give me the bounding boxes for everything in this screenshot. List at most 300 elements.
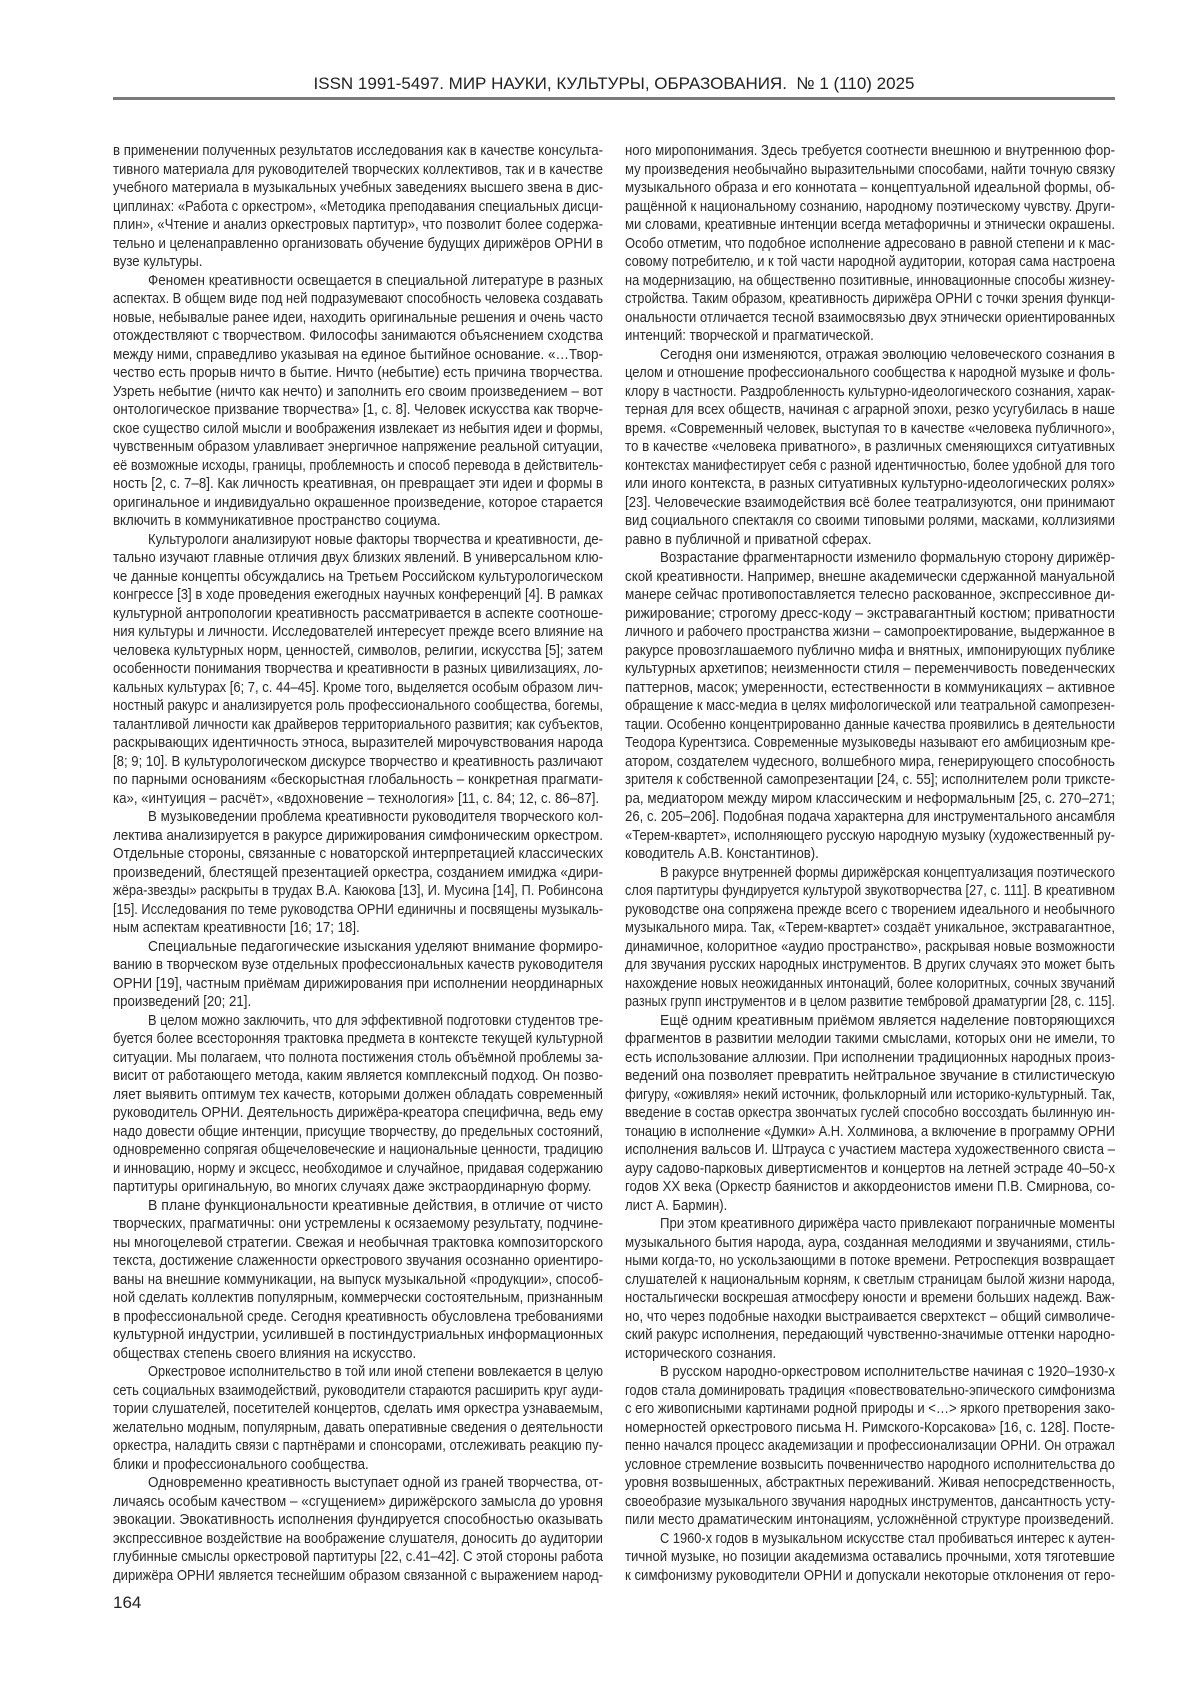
- text-line: [113, 272, 603, 291]
- text-line-content: особенности понимания творчества и креативности в разных цивилизациях, ло-: [113, 660, 603, 677]
- text-line: [625, 568, 1115, 587]
- text-line: [113, 346, 603, 365]
- text-line-content: оркестра, наладить связи с партнёрами и спонсорами, отслеживать реакцию пу-: [113, 1437, 603, 1454]
- text-line: [113, 327, 603, 346]
- text-line: [113, 827, 603, 846]
- text-line: [625, 919, 1115, 938]
- text-line-content: чество есть прорыв ничто в бытие. Ничто (небытие) есть причина творчества.: [113, 364, 603, 381]
- text-line-content: исторического сознания.: [625, 1344, 777, 1362]
- text-line-content: динамичное, колоритное «аудио пространство», раскрывая новые возможности: [625, 937, 1115, 955]
- text-line: [113, 864, 603, 883]
- text-line: [625, 993, 1115, 1012]
- text-line-content: ращённой к национальному сознанию, народному поэтическому чувству. Други-: [625, 197, 1115, 215]
- text-line-content: произведений [20; 21].: [113, 993, 252, 1010]
- text-line-content: вузе культуры.: [113, 253, 203, 270]
- page-number: 164: [113, 1593, 142, 1612]
- text-line-content: ОРНИ [19], частным приёмам дирижирования при исполнении неординарных: [113, 974, 603, 992]
- text-line: [113, 290, 603, 309]
- text-line-content: новые, небывалые ранее идеи, находить оригинальные решения и очень часто: [113, 308, 603, 326]
- text-line: [113, 568, 603, 587]
- text-line-content: эвокации. Эвокативность исполнения фундируется способностью оказывать: [113, 1511, 603, 1528]
- text-line-content: ной сделать коллектив популярным, коммерчески состоятельным, признанным: [113, 1289, 603, 1306]
- text-line: [113, 1289, 603, 1308]
- text-line-content: желательно модным, популярным, давать оперативные сведения о деятельности: [113, 1418, 603, 1436]
- text-line-content: культурной индустрии, усилившей в постиндустриальных информационных: [113, 1326, 603, 1343]
- text-line-content: тально изучают главные отличия двух близких явлений. В универсальном клю-: [113, 549, 603, 566]
- text-line: [113, 993, 603, 1012]
- text-line-content: Оркестровое исполнительство в той или иной степени вовлекается в целую: [148, 1363, 603, 1380]
- text-line: [113, 1530, 603, 1549]
- text-line-content: жёра-звезды» раскрыты в трудах В.А. Каюкова [13], И. Мусина [14], П. Робинсона: [113, 882, 603, 899]
- text-line: [113, 938, 603, 957]
- paragraph: [625, 1363, 1115, 1530]
- text-line: [113, 1197, 603, 1216]
- text-line: [625, 938, 1115, 957]
- text-line: [625, 512, 1115, 531]
- text-line-content: ководитель А.В. Константинов).: [625, 845, 819, 862]
- text-line-content: надо довести общие интенции, присущие творчеству, до предельных состояний,: [113, 1122, 603, 1140]
- text-line: [113, 179, 603, 198]
- text-line-content: произведений, блестящей презентацией оркестра, созданием имиджа «дири-: [113, 863, 603, 881]
- text-line-content: ность [2, с. 7–8]. Как личность креативная, он превращает эти идеи и формы в: [113, 475, 603, 492]
- text-line-content: ляет выявить оптимум тех качеств, которыми должен обладать современный: [113, 1085, 603, 1103]
- text-line-content: равно в публичной и приватной сферах.: [625, 530, 872, 548]
- text-line-content: циплинах: «Работа с оркестром», «Методика преподавания специальных дисци-: [113, 197, 603, 215]
- text-line: [625, 1345, 1115, 1364]
- text-line: [113, 605, 603, 624]
- text-line: [625, 1234, 1115, 1253]
- text-line: [625, 531, 1115, 550]
- paragraph: [113, 938, 603, 1012]
- text-line-content: учебного материала в музыкальных учебных заведениях высшего звена в дис-: [113, 179, 603, 196]
- paragraph: [625, 864, 1115, 1012]
- paragraph: [625, 549, 1115, 864]
- text-line-content: с его живописными картинами родной природы и <…> яркого претворения зако-: [625, 1400, 1115, 1417]
- text-line: [113, 771, 603, 790]
- text-line-content: Узреть небытие (ничто как нечто) и заполнить его своим произведением – вот: [113, 382, 603, 400]
- text-line: [625, 235, 1115, 254]
- text-line-content: блики и профессионального сообщества.: [113, 1455, 369, 1473]
- text-line: [625, 1548, 1115, 1567]
- text-line-content: зрителя к собственной самопрезентации [24, с. 55]; исполнителем роли трикcте-: [625, 771, 1115, 788]
- text-line-content: партитуры оригинальную, во многих случаях даже экстраординарную форму.: [113, 1178, 592, 1195]
- text-line-content: уровня возвышенных, абстрактных переживаний. Живая непосредственность,: [625, 1474, 1115, 1491]
- text-line: [625, 549, 1115, 568]
- text-line-content: номерностей оркестрового письма Н. Римского-Корсакова» [16, с. 128]. Посте-: [625, 1418, 1115, 1436]
- text-line-content: глубинные смыслы оркестровой партитуры [22, с.41–42]. С этой стороны работа: [113, 1548, 603, 1565]
- paragraph: [113, 1197, 603, 1364]
- text-line: [625, 290, 1115, 309]
- text-line-content: ведений она позволяет превратить нейтральное звучание в стилистическую: [625, 1067, 1115, 1084]
- text-line: [625, 586, 1115, 605]
- text-line-content: ностный ракурс и анализируется роль профессионального сообщества, богемы,: [113, 697, 603, 714]
- text-line-content: В плане функциональности креативные действия, в отличие от чисто: [148, 1196, 603, 1214]
- text-line-content: фрагментов в развитии мелодии такими смыслами, которых они не имели, то: [625, 1030, 1115, 1047]
- text-line: [113, 235, 603, 254]
- text-line: [113, 734, 603, 753]
- text-line-content: [23]. Человеческие взаимодействия всё более театрализуются, они принимают: [625, 493, 1115, 511]
- text-line: [113, 420, 603, 439]
- text-line-content: сеть социальных взаимодействий, руководители стараются расширить круг ауди-: [113, 1381, 603, 1399]
- text-line-content: В русском народно-оркестровом исполнительстве начиная с 1920–1930-х: [660, 1363, 1115, 1380]
- text-line: [113, 1437, 603, 1456]
- text-line-content: лектива анализируется в ракурсе дирижирования симфоническим оркестром.: [113, 826, 603, 844]
- text-line-content: ситуации. Мы полагаем, что полнота постижения столь объёмной проблемы за-: [113, 1048, 603, 1066]
- text-line: [113, 475, 603, 494]
- text-line: [625, 642, 1115, 661]
- text-line: [625, 1567, 1115, 1586]
- text-line-content: и инновацию, норму и эксцесс, необходимое и случайное, придавая содержанию: [113, 1159, 603, 1177]
- text-line-content: Возрастание фрагментарности изменило формальную сторону дирижёр-: [660, 549, 1115, 566]
- text-line-content: [15]. Исследования по теме руководства ОРНИ единичны и посвящены музыкаль-: [113, 900, 603, 918]
- text-line: [625, 1197, 1115, 1216]
- text-line: [113, 198, 603, 217]
- text-line: [625, 1493, 1115, 1512]
- text-line-content: тичной музыке, но позиции академизма оставались прочными, хотя тяготевшие: [625, 1548, 1115, 1565]
- text-line: [625, 827, 1115, 846]
- text-line: [625, 864, 1115, 883]
- text-line: [113, 660, 603, 679]
- text-line: [625, 901, 1115, 920]
- text-line: [625, 475, 1115, 494]
- text-line-content: исполнения вальсов И. Штрауса с участием мастера художественного свиста –: [625, 1141, 1115, 1158]
- text-line: [113, 623, 603, 642]
- text-line-content: манере сейчас противопоставляется телесно раскованное, экспрессивное ди-: [625, 586, 1115, 603]
- text-line-content: обществах степень своего влияния на искусство.: [113, 1344, 417, 1362]
- text-line-content: человека культурных норм, ценностей, символов, религии, искусства [5]; затем: [113, 641, 603, 659]
- text-line-content: буется более всесторонняя трактовка предмета в контексте текущей культурной: [113, 1030, 603, 1047]
- text-line: [113, 383, 603, 402]
- text-line: [113, 1363, 603, 1382]
- text-line: [113, 1308, 603, 1327]
- text-line-content: ка», «интуиция – расчёт», «вдохновение – технология» [11, с. 84; 12, с. 86–87].: [113, 789, 600, 807]
- text-line-content: ракурсе провозглашаемого публично мифа и внятных, импонирующих публике: [625, 641, 1115, 659]
- text-line-content: раскрывающих идентичность этноса, выразителей мирочувствования народа: [113, 734, 603, 751]
- text-line: [113, 253, 603, 272]
- text-line: [113, 457, 603, 476]
- text-line-content: то в качестве «человека приватного», в различных сменяющихся ситуативных: [625, 438, 1115, 455]
- text-line-content: культурной антропологии креативность рассматривается в аспекте соотноше-: [113, 604, 603, 622]
- text-line: [113, 1400, 603, 1419]
- text-line: [113, 901, 603, 920]
- text-line-content: личного и рабочего пространства жизни – самопроектирование, выдержанное в: [625, 623, 1115, 640]
- text-line: [625, 327, 1115, 346]
- text-line-content: культурных архетипов; неизменности стиля – переменчивость поведенческих: [625, 660, 1115, 677]
- text-line: [113, 1345, 603, 1364]
- text-line: [625, 1252, 1115, 1271]
- text-line-content: тонацию в исполнение «Думки» А.Н. Холминова, а включение в программу ОРНИ: [625, 1122, 1115, 1140]
- text-line: [625, 660, 1115, 679]
- text-line: [113, 1104, 603, 1123]
- paragraph: [625, 346, 1115, 550]
- text-line: [113, 531, 603, 550]
- text-line: [113, 1548, 603, 1567]
- text-line: [625, 1215, 1115, 1234]
- text-line: [113, 1382, 603, 1401]
- text-line-content: ское существо силой мысли и воображения извлекает из небытия идеи и формы,: [113, 419, 603, 437]
- text-line: [625, 1086, 1115, 1105]
- text-line-content: терная для всех обществ, начиная с аграрной эпохи, резко усугубилась в наше: [625, 401, 1115, 418]
- text-line: [113, 401, 603, 420]
- text-line-content: или иного контекста, в разных ситуативных культурно-идеологических ролях»: [625, 475, 1115, 492]
- text-line: [625, 216, 1115, 235]
- text-line: [113, 716, 603, 735]
- text-line-content: При этом креативного дирижёра часто привлекают пограничные моменты: [660, 1215, 1115, 1232]
- text-line-content: 26, с. 205–206]. Подобная подача характерна для инструментального ансамбля: [625, 808, 1115, 825]
- text-line: [625, 142, 1115, 161]
- text-line-content: онтологическое призвание творчества» [1, с. 8]. Человек искусства как творче-: [113, 401, 603, 418]
- text-line-content: обращение к масс-медиа в целях мифологической или театральной самопрезен-: [625, 697, 1115, 714]
- text-line-content: Феномен креативности освещается в специальной литературе в разных: [148, 271, 603, 289]
- text-line-content: Ещё одним креативным приёмом является наделение повторяющихся: [660, 1011, 1115, 1029]
- text-line-content: для звучания русских народных инструментов. В других случаях это может быть: [625, 956, 1115, 973]
- text-line: [625, 753, 1115, 772]
- text-line: [625, 1104, 1115, 1123]
- text-line-content: Сегодня они изменяются, отражая эволюцию человеческого сознания в: [660, 345, 1115, 363]
- text-line: [625, 605, 1115, 624]
- text-line: [625, 309, 1115, 328]
- text-line-content: тории слушателей, посетителей концертов, сделать имя оркестра узнаваемым,: [113, 1400, 603, 1417]
- text-line-content: ауру садово-парковых дивертисментов и концертов на летней эстраде 40–50-х: [625, 1159, 1115, 1177]
- text-line-content: слоя партитуры фундируется культурой звукотворчества [27, с. 111]. В креативном: [625, 882, 1115, 899]
- text-line: [625, 1437, 1115, 1456]
- text-line: [113, 1012, 603, 1031]
- text-line: [113, 790, 603, 809]
- text-line-content: ми словами, креативные интенции всегда метафоричны и этнически окрашены.: [625, 216, 1115, 233]
- text-line: [625, 161, 1115, 180]
- text-line: [625, 1456, 1115, 1475]
- text-line-content: текста, достижение слаженности оркестрового звучания осознанно ориентиро-: [113, 1252, 603, 1269]
- text-line-content: висит от работающего метода, каким является комплексный подход. Он позво-: [113, 1067, 603, 1084]
- text-line: [625, 494, 1115, 513]
- text-line: [113, 1474, 603, 1493]
- text-line: [113, 1141, 603, 1160]
- text-line-content: экспрессивное воздействие на воображение слушателя, доносить до аудитории: [113, 1529, 603, 1547]
- text-line: [625, 346, 1115, 365]
- text-line-content: рижирование; строгому дресс-коду – экстравагантный костюм; приватности: [625, 604, 1115, 622]
- paragraph: [625, 142, 1115, 346]
- text-line: [625, 679, 1115, 698]
- text-line-content: В целом можно заключить, что для эффективной подготовки студентов тре-: [148, 1011, 603, 1029]
- text-line-content: ский ракурс исполнения, передающий чувственно-значимые оттенки народно-: [625, 1326, 1115, 1343]
- text-line-content: творческих, прагматичны: они устремлены к осязаемому результату, подчине-: [113, 1215, 603, 1232]
- text-line: [113, 1252, 603, 1271]
- text-line: [113, 679, 603, 698]
- text-line-content: ностальгически воскрешая атмосферу юности и времени больших надежд. Важ-: [625, 1289, 1115, 1306]
- text-line-content: паттернов, масок; умеренности, естественности в коммуникациях – активное: [625, 678, 1115, 696]
- text-line: [625, 179, 1115, 198]
- paragraph: [113, 272, 603, 531]
- text-line-content: Специальные педагогические изыскания уделяют внимание формиро-: [148, 937, 603, 955]
- text-line: [113, 438, 603, 457]
- text-line: [625, 198, 1115, 217]
- text-line: [625, 790, 1115, 809]
- text-line-content: Культурологи анализируют новые факторы творчества и креативности, де-: [148, 530, 603, 548]
- text-line-content: ской креативности. Например, внешне академически сдержанной мануальной: [625, 567, 1115, 585]
- text-line: [113, 1178, 603, 1197]
- text-line-content: Отдельные стороны, связанные с новаторской интерпретацией классических: [113, 845, 603, 862]
- text-line: [625, 272, 1115, 291]
- text-line-content: введение в состав оркестра звончатых гуслей способно воссоздать былинную ин-: [625, 1104, 1115, 1121]
- text-line-content: тивного материала для руководителей творческих коллективов, так и в качестве: [113, 160, 603, 178]
- paragraph: [113, 1012, 603, 1197]
- text-line-content: к симфонизму руководители ОРНИ и допускали некоторые отклонения от геро-: [625, 1566, 1115, 1584]
- text-line-content: ональности отличается тесной взаимосвязью двух этнически ориентированных: [625, 308, 1115, 326]
- text-line: [113, 216, 603, 235]
- text-line: [625, 716, 1115, 735]
- text-line: [625, 364, 1115, 383]
- text-line: [625, 420, 1115, 439]
- text-line-content: на модернизацию, на общественно позитивные, инновационные способы жизнеу-: [625, 271, 1115, 289]
- text-line: [625, 975, 1115, 994]
- text-line: [113, 642, 603, 661]
- text-line: [113, 845, 603, 864]
- text-line: [113, 142, 603, 161]
- text-line-content: совому потребителю, и к той части народной аудитории, которая сама настроена: [625, 253, 1115, 270]
- text-line: [625, 1382, 1115, 1401]
- text-line-content: ваны на внешние коммуникации, на выпуск музыкальной «продукции», способ-: [113, 1270, 603, 1288]
- text-line-content: время. «Современный человек, выступая то в качестве «человека публичного»,: [625, 419, 1115, 437]
- text-line: [113, 1271, 603, 1290]
- text-line: [113, 1215, 603, 1234]
- text-line-content: в профессиональной среде. Сегодня креативность обусловлена требованиями: [113, 1307, 603, 1325]
- text-line: [113, 975, 603, 994]
- text-line-content: разных групп инструментов и в целом развитие тембровой драматургии [28, с. 115].: [625, 993, 1115, 1010]
- text-line: [113, 697, 603, 716]
- paragraph: [113, 1474, 603, 1585]
- text-line: [113, 808, 603, 827]
- text-line: [625, 623, 1115, 642]
- text-line-content: интенций: творческой и прагматической.: [625, 327, 874, 344]
- text-line-content: Особо отметим, что подобное исполнение адресовано в равной степени и к мас-: [625, 234, 1115, 252]
- text-line-content: лист А. Бармин).: [625, 1196, 728, 1214]
- text-line: [625, 1474, 1115, 1493]
- text-line-content: личаясь особым качеством – «сгущением» дирижёрского замысла до уровня: [113, 1492, 603, 1510]
- text-line-content: одновременно сопрягая общечеловеческие и национальные ценности, традицию: [113, 1141, 603, 1158]
- text-line: [625, 1049, 1115, 1068]
- text-line-content: аспектах. В общем виде под ней подразумевают способность человека создавать: [113, 290, 603, 307]
- text-line-content: дирижёра ОРНИ является теснейшим образом связанной с выражением народ-: [113, 1566, 603, 1584]
- text-line-content: му произведения необычайно выразительными способами, найти точную связку: [625, 160, 1115, 178]
- text-line-content: своеобразие музыкального звучания народных инструментов, дансантность усту-: [625, 1492, 1115, 1510]
- text-line: [625, 1030, 1115, 1049]
- text-line-content: по парными основаниям «бескорыстная глобальность – конкретная прагмати-: [113, 771, 603, 788]
- text-line-content: музыкального мира. Так, «Терем-квартет» создаёт уникальное, экстравагантное,: [625, 919, 1115, 936]
- text-line-content: ния культуры и личности. Исследователей интересует прежде всего влияние на: [113, 623, 603, 640]
- text-line: [625, 1419, 1115, 1438]
- text-line: [625, 1067, 1115, 1086]
- text-line: [625, 1012, 1115, 1031]
- text-column-left: [113, 142, 603, 1585]
- text-line-content: стройства. Таким образом, креативность дирижёра ОРНИ с точки зрения функци-: [625, 290, 1115, 307]
- text-line: [625, 1123, 1115, 1142]
- text-line-content: плин», «Чтение и анализ оркестровых партитур», что позволит более содержа-: [113, 216, 603, 233]
- text-line-content: но, что через подобные находки выстраивается сверхтекст – общий символиче-: [625, 1307, 1115, 1325]
- text-line: [113, 1567, 603, 1586]
- text-line-content: тельно и целенаправленно организовать обучение будущих дирижёров ОРНИ в: [113, 234, 603, 252]
- text-line: [113, 1493, 603, 1512]
- text-line-content: атором, создателем чудесного, волшебного мира, генерирующего способность: [625, 752, 1115, 770]
- text-line-content: музыкального образа и его коннотата – концептуальной идеальной формы, об-: [625, 179, 1115, 196]
- text-line: [625, 771, 1115, 790]
- text-line: [113, 309, 603, 328]
- text-line: [625, 253, 1115, 272]
- text-line: [113, 1234, 603, 1253]
- paragraph: [113, 1363, 603, 1474]
- text-line: [113, 1511, 603, 1530]
- text-line: [625, 697, 1115, 716]
- text-line: [625, 734, 1115, 753]
- text-line: [113, 1419, 603, 1438]
- text-line-content: ными когда-то, но ускользающими в потоке времени. Ретроспекция возвращает: [625, 1252, 1115, 1269]
- text-line: [625, 1141, 1115, 1160]
- text-line-content: чувственным образом улавливает энергичное напряжение реальной ситуации,: [113, 438, 603, 455]
- text-line-content: в применении полученных результатов исследования как в качестве консульта-: [113, 142, 603, 159]
- text-line: [113, 956, 603, 975]
- text-line: [113, 549, 603, 568]
- text-line-content: фигуру, «оживляя» некий источник, фольклорный или историко-культурный. Так,: [625, 1085, 1115, 1103]
- text-line: [625, 401, 1115, 420]
- text-line-content: В музыковедении проблема креативности руководителя творческого кол-: [148, 808, 603, 825]
- text-line: [113, 1456, 603, 1475]
- text-line: [113, 882, 603, 901]
- text-line-content: ра, медиатором между миром классическим и неформальным [25, с. 270–271;: [625, 789, 1115, 807]
- text-line: [625, 1363, 1115, 1382]
- text-line: [625, 808, 1115, 827]
- paragraph: [113, 531, 603, 809]
- text-line-content: Теодора Курентзиса. Современные музыковеды называют его амбициозным кре-: [625, 734, 1115, 751]
- text-line: [113, 494, 603, 513]
- text-line: [625, 457, 1115, 476]
- text-line: [113, 1123, 603, 1142]
- text-line: [625, 1511, 1115, 1530]
- text-line: [625, 1400, 1115, 1419]
- text-line-content: кальных культурах [6; 7, с. 44–45]. Кроме того, выделяется особым образом лич-: [113, 678, 603, 696]
- paragraph: [625, 1215, 1115, 1363]
- text-line: [625, 1289, 1115, 1308]
- text-line: [625, 1308, 1115, 1327]
- text-line-content: есть использование аллюзии. При исполнении традиционных народных произ-: [625, 1048, 1115, 1066]
- text-line-content: ны многоцелевой стратегии. Свежая и необычная трактовка композиторского: [113, 1233, 603, 1251]
- text-line-content: вид социального спектакля со своими типовыми ролями, масками, коллизиями: [625, 512, 1115, 529]
- text-line-content: включить в коммуникативное пространство социума.: [113, 512, 441, 529]
- text-line: [113, 1086, 603, 1105]
- text-line-content: С 1960-х годов в музыкальном искусстве стал пробиваться интерес к аутен-: [660, 1529, 1115, 1547]
- text-line: [113, 1030, 603, 1049]
- journal-running-header: ISSN 1991-5497. МИР НАУКИ, КУЛЬТУРЫ, ОБРАЗОВАНИЯ. № 1 (110) 2025: [313, 74, 915, 93]
- header-divider: [113, 97, 1115, 100]
- text-line: [113, 586, 603, 605]
- text-line-content: контекстах манифестирует себя с разной идентичностью, более удобной для того: [625, 456, 1115, 474]
- text-line-content: ным аспектам креативности [16; 17; 18].: [113, 919, 360, 936]
- text-line: [625, 1326, 1115, 1345]
- text-line-content: годов XX века (Оркестр баянистов и аккордеонистов имени П.В. Смирнова, со-: [625, 1178, 1115, 1195]
- text-line: [113, 364, 603, 383]
- text-line: [625, 383, 1115, 402]
- text-line-content: пенно начался процесс академизации и профессионализации ОРНИ. Он отражал: [625, 1437, 1115, 1454]
- text-line: [625, 1271, 1115, 1290]
- text-line: [625, 845, 1115, 864]
- text-line: [113, 753, 603, 772]
- paragraph: [625, 1012, 1115, 1216]
- text-line-content: оригинальное и индивидуально окрашенное произведение, которое старается: [113, 493, 603, 511]
- text-line-content: пили место драматическим интонациям, усложнённой структуре произведений.: [625, 1511, 1114, 1528]
- text-line-content: целом и отношение профессионального сообщества к народной музыке и фоль-: [625, 364, 1115, 381]
- text-line-content: клору в частности. Раздробленность культурно-идеологического сознания, харак-: [625, 382, 1115, 400]
- text-line-content: музыкального бытия народа, аура, созданная мелодиями и звучаниями, стиль-: [625, 1233, 1115, 1251]
- text-line: [113, 1067, 603, 1086]
- text-line-content: руководстве она сопряжена прежде всего с творением идеального и необычного: [625, 900, 1115, 918]
